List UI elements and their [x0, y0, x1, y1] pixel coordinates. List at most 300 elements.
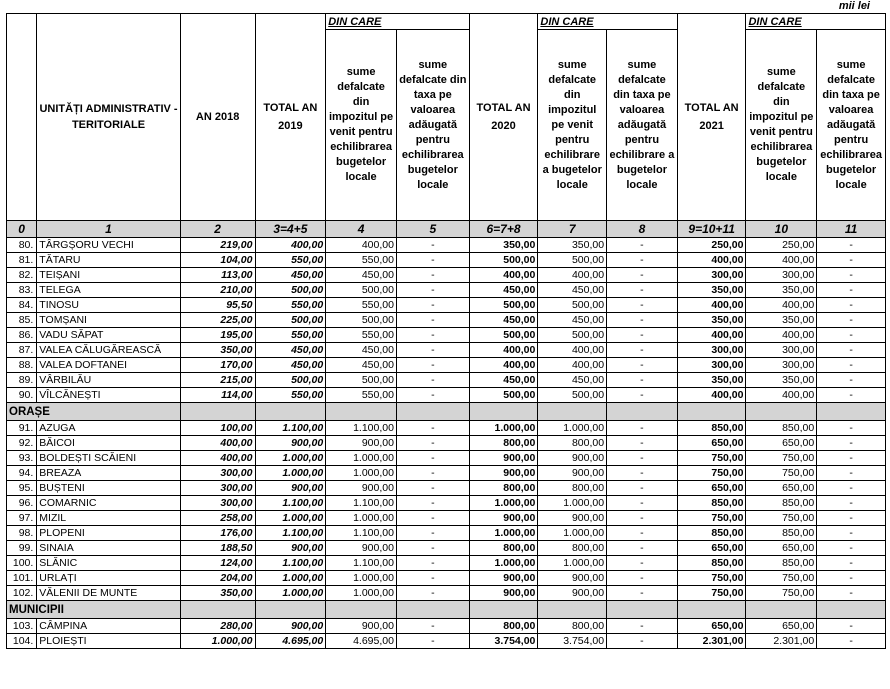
- table-cell: 450,00: [538, 373, 607, 388]
- table-cell: 450,00: [255, 358, 326, 373]
- table-row: [7, 328, 886, 343]
- table-cell: 400,00: [746, 388, 817, 403]
- table-cell: 3.754,00: [538, 634, 607, 649]
- unit-name-cell: URLAȚI: [37, 571, 180, 586]
- table-cell: 900,00: [538, 511, 607, 526]
- table-cell: -: [607, 496, 678, 511]
- table-row: [7, 556, 886, 571]
- table-cell: 750,00: [746, 511, 817, 526]
- table-row: [7, 436, 886, 451]
- table-cell: 1.000,00: [326, 451, 397, 466]
- column-index-cell: 8: [607, 221, 678, 238]
- table-cell: 850,00: [677, 421, 746, 436]
- table-row: [7, 283, 886, 298]
- table-cell: 800,00: [469, 436, 538, 451]
- table-cell: 800,00: [538, 541, 607, 556]
- table-cell: -: [396, 634, 469, 649]
- table-cell: 114,00: [180, 388, 255, 403]
- table-cell: 900,00: [469, 511, 538, 526]
- table-cell: 83.: [7, 283, 37, 298]
- section-empty-cell: [817, 403, 886, 421]
- table-cell: -: [817, 619, 886, 634]
- table-row: [7, 421, 886, 436]
- section-title: MUNICIPII: [7, 601, 181, 619]
- table-cell: -: [607, 388, 678, 403]
- column-index-cell: 2: [180, 221, 255, 238]
- column-index-cell: 5: [396, 221, 469, 238]
- table-row: [7, 313, 886, 328]
- table-cell: 1.000,00: [469, 496, 538, 511]
- unit-name-cell: AZUGA: [37, 421, 180, 436]
- table-cell: 500,00: [469, 328, 538, 343]
- table-cell: 1.100,00: [255, 556, 326, 571]
- table-cell: 101.: [7, 571, 37, 586]
- section-empty-cell: [746, 403, 817, 421]
- section-row: [7, 403, 886, 421]
- table-cell: 450,00: [469, 283, 538, 298]
- table-cell: 350,00: [677, 373, 746, 388]
- header-total-2020: TOTAL AN 2020: [469, 14, 538, 221]
- table-cell: 350,00: [538, 238, 607, 253]
- table-cell: 1.000,00: [180, 634, 255, 649]
- table-cell: -: [817, 511, 886, 526]
- unit-name-cell: TELEGA: [37, 283, 180, 298]
- table-cell: 650,00: [677, 481, 746, 496]
- table-cell: 1.000,00: [469, 421, 538, 436]
- table-cell: 900,00: [326, 436, 397, 451]
- table-cell: 500,00: [255, 313, 326, 328]
- table-cell: -: [396, 238, 469, 253]
- table-cell: 900,00: [255, 541, 326, 556]
- table-cell: 750,00: [677, 571, 746, 586]
- table-cell: 350,00: [180, 343, 255, 358]
- unit-name-cell: BOLDEȘTI SCĂIENI: [37, 451, 180, 466]
- table-cell: -: [607, 556, 678, 571]
- section-empty-cell: [180, 601, 255, 619]
- section-empty-cell: [538, 601, 607, 619]
- table-cell: 95,50: [180, 298, 255, 313]
- table-cell: 650,00: [746, 619, 817, 634]
- column-index-cell: 1: [37, 221, 180, 238]
- table-cell: 850,00: [746, 421, 817, 436]
- table-cell: 400,00: [538, 343, 607, 358]
- table-cell: 350,00: [469, 238, 538, 253]
- table-cell: 124,00: [180, 556, 255, 571]
- table-cell: -: [607, 283, 678, 298]
- table-cell: -: [396, 541, 469, 556]
- table-cell: 750,00: [677, 466, 746, 481]
- table-cell: 900,00: [255, 436, 326, 451]
- table-cell: -: [817, 586, 886, 601]
- table-cell: 300,00: [677, 268, 746, 283]
- table-cell: -: [817, 283, 886, 298]
- section-empty-cell: [469, 403, 538, 421]
- table-cell: -: [396, 496, 469, 511]
- table-cell: -: [607, 511, 678, 526]
- unit-name-cell: COMARNIC: [37, 496, 180, 511]
- unit-name-cell: TEIȘANI: [37, 268, 180, 283]
- table-cell: -: [817, 298, 886, 313]
- table-cell: -: [817, 343, 886, 358]
- table-cell: -: [607, 313, 678, 328]
- table-cell: 1.000,00: [255, 451, 326, 466]
- table-row: [7, 541, 886, 556]
- unit-name-cell: TOMȘANI: [37, 313, 180, 328]
- column-index-cell: 9=10+11: [677, 221, 746, 238]
- table-cell: 4.695,00: [255, 634, 326, 649]
- table-cell: 102.: [7, 586, 37, 601]
- table-row: [7, 496, 886, 511]
- table-cell: 1.000,00: [538, 421, 607, 436]
- table-row: [7, 388, 886, 403]
- table-cell: 850,00: [746, 526, 817, 541]
- table-cell: -: [396, 421, 469, 436]
- section-empty-cell: [607, 403, 678, 421]
- table-cell: 550,00: [326, 298, 397, 313]
- column-index-cell: 11: [817, 221, 886, 238]
- table-cell: -: [817, 526, 886, 541]
- table-cell: 88.: [7, 358, 37, 373]
- table-row: [7, 238, 886, 253]
- table-cell: 900,00: [469, 466, 538, 481]
- table-cell: 900,00: [469, 586, 538, 601]
- table-cell: 900,00: [538, 466, 607, 481]
- table-cell: 800,00: [538, 436, 607, 451]
- section-empty-cell: [180, 403, 255, 421]
- table-cell: 750,00: [677, 586, 746, 601]
- table-cell: 85.: [7, 313, 37, 328]
- table-cell: -: [607, 298, 678, 313]
- table-cell: 750,00: [746, 451, 817, 466]
- table-cell: 400,00: [326, 238, 397, 253]
- table-cell: 1.000,00: [538, 526, 607, 541]
- table-cell: -: [607, 343, 678, 358]
- table-cell: 650,00: [677, 541, 746, 556]
- table-row: [7, 343, 886, 358]
- table-cell: 350,00: [746, 373, 817, 388]
- table-cell: 450,00: [255, 343, 326, 358]
- table-cell: 250,00: [677, 238, 746, 253]
- table-cell: 400,00: [538, 358, 607, 373]
- table-cell: 500,00: [326, 313, 397, 328]
- table-cell: -: [607, 619, 678, 634]
- table-cell: 900,00: [255, 619, 326, 634]
- table-cell: 550,00: [255, 328, 326, 343]
- table-cell: -: [396, 466, 469, 481]
- table-cell: 900,00: [469, 451, 538, 466]
- table-cell: 800,00: [469, 481, 538, 496]
- table-cell: 91.: [7, 421, 37, 436]
- table-cell: 450,00: [326, 358, 397, 373]
- table-row: [7, 253, 886, 268]
- table-cell: 450,00: [538, 313, 607, 328]
- table-cell: -: [396, 619, 469, 634]
- table-cell: 400,00: [746, 253, 817, 268]
- header-din-care-2020: DIN CARE: [538, 14, 677, 30]
- column-index-cell: 3=4+5: [255, 221, 326, 238]
- section-empty-cell: [677, 601, 746, 619]
- table-cell: 550,00: [326, 328, 397, 343]
- section-empty-cell: [326, 403, 397, 421]
- table-cell: 500,00: [469, 388, 538, 403]
- table-cell: 98.: [7, 526, 37, 541]
- table-cell: 2.301,00: [677, 634, 746, 649]
- column-index-row: [7, 221, 886, 238]
- table-cell: 195,00: [180, 328, 255, 343]
- table-cell: -: [396, 451, 469, 466]
- table-cell: 400,00: [180, 436, 255, 451]
- unit-name-cell: VALEA DOFTANEI: [37, 358, 180, 373]
- table-cell: 400,00: [469, 343, 538, 358]
- table-cell: -: [607, 586, 678, 601]
- unit-name-cell: VALEA CĂLUGĂREASCĂ: [37, 343, 180, 358]
- table-cell: 104.: [7, 634, 37, 649]
- table-cell: 450,00: [255, 268, 326, 283]
- column-index-cell: 10: [746, 221, 817, 238]
- header-total-2019: TOTAL AN 2019: [255, 14, 326, 221]
- table-cell: 500,00: [469, 298, 538, 313]
- table-cell: -: [817, 481, 886, 496]
- table-cell: 87.: [7, 343, 37, 358]
- table-cell: -: [607, 421, 678, 436]
- table-cell: 1.000,00: [538, 496, 607, 511]
- table-row: [7, 586, 886, 601]
- table-cell: 258,00: [180, 511, 255, 526]
- table-cell: -: [396, 313, 469, 328]
- table-cell: 400,00: [677, 298, 746, 313]
- section-title: ORAȘE: [7, 403, 181, 421]
- column-index-cell: 0: [7, 221, 37, 238]
- table-cell: -: [396, 436, 469, 451]
- table-cell: 500,00: [538, 298, 607, 313]
- table-cell: -: [817, 313, 886, 328]
- unit-name-cell: TINOSU: [37, 298, 180, 313]
- table-cell: 1.000,00: [326, 466, 397, 481]
- table-cell: 176,00: [180, 526, 255, 541]
- table-row: [7, 358, 886, 373]
- table-cell: 93.: [7, 451, 37, 466]
- table-cell: -: [396, 571, 469, 586]
- table-cell: 650,00: [746, 436, 817, 451]
- table-cell: -: [817, 541, 886, 556]
- table-cell: 850,00: [677, 496, 746, 511]
- table-cell: 800,00: [469, 619, 538, 634]
- table-cell: 204,00: [180, 571, 255, 586]
- table-cell: 90.: [7, 388, 37, 403]
- table-cell: 850,00: [677, 526, 746, 541]
- unit-name-cell: TÂRGȘORU VECHI: [37, 238, 180, 253]
- table-cell: 1.000,00: [538, 556, 607, 571]
- table-cell: 900,00: [469, 571, 538, 586]
- table-cell: -: [817, 268, 886, 283]
- table-cell: 350,00: [180, 586, 255, 601]
- unit-name-cell: VĂLENII DE MUNTE: [37, 586, 180, 601]
- table-cell: 850,00: [746, 496, 817, 511]
- section-empty-cell: [255, 403, 326, 421]
- table-cell: 500,00: [326, 373, 397, 388]
- table-cell: -: [607, 541, 678, 556]
- table-cell: 400,00: [677, 328, 746, 343]
- table-cell: 300,00: [746, 358, 817, 373]
- table-cell: -: [607, 526, 678, 541]
- table-cell: 84.: [7, 298, 37, 313]
- table-cell: 450,00: [326, 343, 397, 358]
- table-cell: 900,00: [538, 586, 607, 601]
- table-cell: -: [817, 556, 886, 571]
- section-empty-cell: [469, 601, 538, 619]
- unit-name-cell: MIZIL: [37, 511, 180, 526]
- table-cell: 400,00: [677, 253, 746, 268]
- table-cell: -: [817, 421, 886, 436]
- table-cell: -: [607, 634, 678, 649]
- table-cell: 1.000,00: [469, 556, 538, 571]
- table-cell: -: [396, 556, 469, 571]
- table-cell: -: [396, 298, 469, 313]
- table-cell: 550,00: [326, 253, 397, 268]
- table-cell: 94.: [7, 466, 37, 481]
- header-units: UNITĂȚI ADMINISTRATIV - TERITORIALE: [37, 14, 180, 221]
- table-cell: 4.695,00: [326, 634, 397, 649]
- unit-name-cell: BREAZA: [37, 466, 180, 481]
- table-cell: 300,00: [746, 268, 817, 283]
- table-cell: -: [607, 481, 678, 496]
- table-cell: 1.000,00: [255, 571, 326, 586]
- table-cell: -: [607, 253, 678, 268]
- table-cell: -: [817, 238, 886, 253]
- table-cell: 300,00: [180, 466, 255, 481]
- table-cell: 2.301,00: [746, 634, 817, 649]
- table-cell: -: [396, 268, 469, 283]
- table-cell: 400,00: [538, 268, 607, 283]
- table-row: [7, 619, 886, 634]
- table-cell: 188,50: [180, 541, 255, 556]
- header-an-2018: AN 2018: [180, 14, 255, 221]
- table-cell: 650,00: [677, 436, 746, 451]
- table-cell: -: [817, 496, 886, 511]
- section-empty-cell: [817, 601, 886, 619]
- table-cell: 100,00: [180, 421, 255, 436]
- table-cell: -: [607, 328, 678, 343]
- table-cell: 300,00: [677, 358, 746, 373]
- table-cell: 400,00: [180, 451, 255, 466]
- table-cell: 500,00: [538, 388, 607, 403]
- table-cell: -: [396, 586, 469, 601]
- table-cell: 650,00: [746, 541, 817, 556]
- table-cell: 300,00: [677, 343, 746, 358]
- table-cell: 99.: [7, 541, 37, 556]
- table-cell: 500,00: [538, 253, 607, 268]
- table-cell: 170,00: [180, 358, 255, 373]
- table-cell: 3.754,00: [469, 634, 538, 649]
- table-cell: 215,00: [180, 373, 255, 388]
- table-cell: -: [607, 436, 678, 451]
- unit-name-cell: SINAIA: [37, 541, 180, 556]
- table-cell: -: [817, 436, 886, 451]
- header-din-care-2019: DIN CARE: [326, 14, 469, 30]
- header-income-2021: sume defalcate din impozitul pe venit pentru echilibrarea bugetelor locale: [746, 30, 817, 221]
- allocation-table: [6, 13, 886, 649]
- table-cell: 450,00: [469, 373, 538, 388]
- table-cell: 750,00: [746, 571, 817, 586]
- table-cell: 210,00: [180, 283, 255, 298]
- table-cell: 113,00: [180, 268, 255, 283]
- table-cell: 650,00: [746, 481, 817, 496]
- table-cell: 550,00: [255, 388, 326, 403]
- table-cell: 86.: [7, 328, 37, 343]
- section-empty-cell: [677, 403, 746, 421]
- table-cell: 900,00: [538, 571, 607, 586]
- table-cell: 92.: [7, 436, 37, 451]
- table-cell: 82.: [7, 268, 37, 283]
- table-cell: 850,00: [677, 556, 746, 571]
- table-cell: 104,00: [180, 253, 255, 268]
- table-row: [7, 511, 886, 526]
- unit-name-cell: VADU SĂPAT: [37, 328, 180, 343]
- table-cell: 1.000,00: [469, 526, 538, 541]
- header-din-care-2021: DIN CARE: [746, 14, 886, 30]
- table-cell: 500,00: [469, 253, 538, 268]
- unit-name-cell: VÎLCĂNEȘTI: [37, 388, 180, 403]
- table-cell: 96.: [7, 496, 37, 511]
- header-nr: [7, 14, 37, 221]
- table-cell: 550,00: [255, 298, 326, 313]
- table-cell: 1.000,00: [326, 586, 397, 601]
- table-cell: 1.000,00: [255, 586, 326, 601]
- table-cell: 450,00: [326, 268, 397, 283]
- table-row: [7, 373, 886, 388]
- header-vat-2020: sume defalcate din taxa pe valoarea adăugată pentru echilibrare a bugetelor locale: [607, 30, 678, 221]
- table-cell: 400,00: [469, 268, 538, 283]
- table-cell: 350,00: [677, 283, 746, 298]
- table-cell: 500,00: [255, 373, 326, 388]
- unit-label: mii lei: [838, 0, 870, 12]
- table-cell: 450,00: [538, 283, 607, 298]
- table-cell: 400,00: [677, 388, 746, 403]
- column-index-cell: 7: [538, 221, 607, 238]
- table-cell: 750,00: [677, 511, 746, 526]
- table-cell: 81.: [7, 253, 37, 268]
- table-cell: 225,00: [180, 313, 255, 328]
- table-row: [7, 481, 886, 496]
- table-cell: 850,00: [746, 556, 817, 571]
- table-cell: 400,00: [469, 358, 538, 373]
- table-cell: -: [396, 253, 469, 268]
- table-row: [7, 571, 886, 586]
- table-cell: 80.: [7, 238, 37, 253]
- table-cell: -: [607, 466, 678, 481]
- table-cell: 280,00: [180, 619, 255, 634]
- table-row: [7, 466, 886, 481]
- table-cell: 900,00: [326, 541, 397, 556]
- table-cell: -: [817, 451, 886, 466]
- table-cell: -: [396, 526, 469, 541]
- table-cell: 400,00: [746, 328, 817, 343]
- table-cell: -: [607, 238, 678, 253]
- table-cell: 800,00: [538, 481, 607, 496]
- unit-name-cell: SLĂNIC: [37, 556, 180, 571]
- table-cell: 1.100,00: [255, 496, 326, 511]
- table-cell: -: [607, 373, 678, 388]
- table-cell: 750,00: [746, 466, 817, 481]
- table-cell: -: [607, 451, 678, 466]
- table-cell: -: [396, 511, 469, 526]
- table-cell: 95.: [7, 481, 37, 496]
- table-cell: 550,00: [326, 388, 397, 403]
- table-cell: 400,00: [255, 238, 326, 253]
- table-cell: -: [817, 373, 886, 388]
- table-cell: 750,00: [746, 586, 817, 601]
- table-cell: -: [607, 268, 678, 283]
